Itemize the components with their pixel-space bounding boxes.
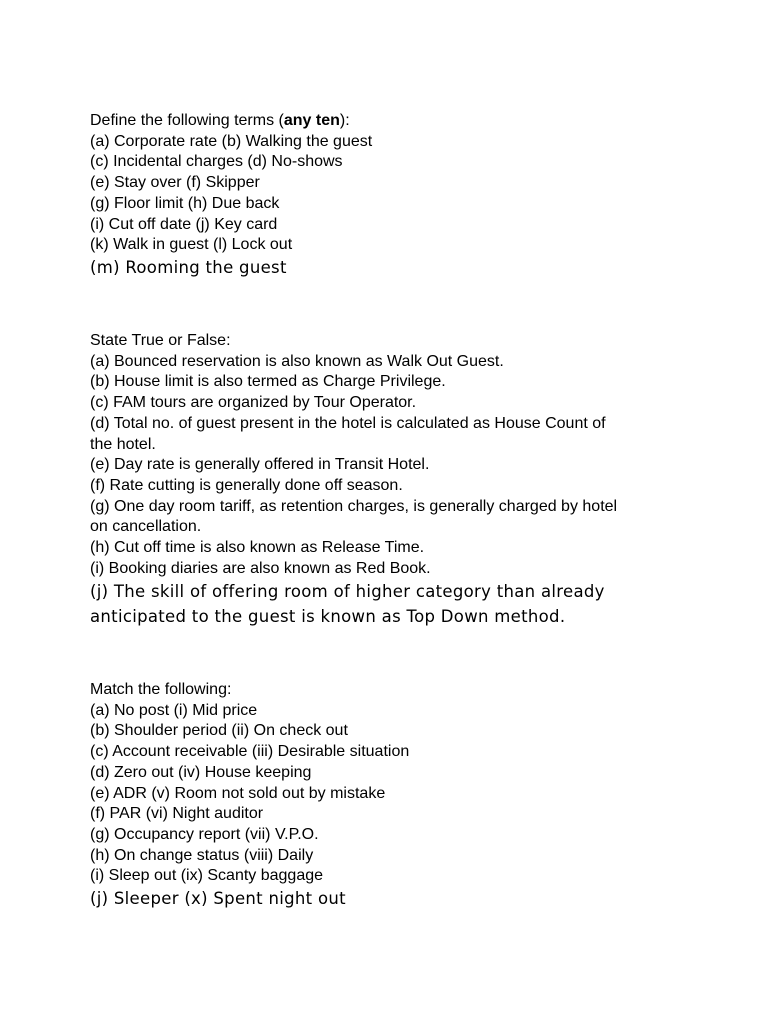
true-false-heading: State True or False: xyxy=(90,332,231,349)
true-false-item: (a) Bounced reservation is also known as Walk Out Guest. xyxy=(90,352,504,370)
true-false-item: (f) Rate cutting is generally done off season. xyxy=(90,476,403,494)
true-false-item: (h) Cut off time is also known as Release Time. xyxy=(90,539,425,557)
match-item: (i) Sleep out (ix) Scanty baggage xyxy=(90,867,324,885)
match-item: (f) PAR (vi) Night auditor xyxy=(90,805,264,823)
define-item: (a) Corporate rate (b) Walking the guest xyxy=(90,132,373,150)
true-false-item: (c) FAM tours are organized by Tour Operator. xyxy=(90,394,417,412)
true-false-item-continued: the hotel. xyxy=(90,435,156,453)
true-false-item: (e) Day rate is generally offered in Transit Hotel. xyxy=(90,456,430,474)
true-false-section xyxy=(90,331,690,629)
define-terms-section xyxy=(90,111,690,280)
match-item-last: (j) Sleeper (x) Spent night out xyxy=(90,889,346,909)
true-false-item: (i) Booking diaries are also known as Red Book. xyxy=(90,559,431,577)
match-item: (d) Zero out (iv) House keeping xyxy=(90,763,312,781)
match-section xyxy=(90,680,690,911)
define-item: (e) Stay over (f) Skipper xyxy=(90,174,260,192)
true-false-item-last-continued: anticipated to the guest is known as Top Down method. xyxy=(90,607,566,627)
match-item: (b) Shoulder period (ii) On check out xyxy=(90,722,348,740)
true-false-item-last: (j) The skill of offering room of higher category than already xyxy=(90,582,605,602)
define-item: (i) Cut off date (j) Key card xyxy=(90,215,278,233)
true-false-item: (b) House limit is also termed as Charge Privilege. xyxy=(90,373,446,391)
define-heading-text: Define the following terms ( xyxy=(90,112,284,129)
match-item: (g) Occupancy report (vii) V.P.O. xyxy=(90,825,319,843)
define-terms-heading xyxy=(90,111,690,132)
define-item: (g) Floor limit (h) Due back xyxy=(90,194,280,212)
match-item: (h) On change status (viii) Daily xyxy=(90,846,314,864)
true-false-item-continued: on cancellation. xyxy=(90,518,202,536)
define-item: (c) Incidental charges (d) No-shows xyxy=(90,153,343,171)
true-false-item: (d) Total no. of guest present in the hotel is calculated as House Count of xyxy=(90,414,606,432)
match-heading: Match the following: xyxy=(90,681,232,698)
define-item-last: (m) Rooming the guest xyxy=(90,257,287,277)
true-false-item: (g) One day room tariff, as retention charges, is generally charged by hotel xyxy=(90,497,618,515)
define-item: (k) Walk in guest (l) Lock out xyxy=(90,236,293,254)
match-item: (e) ADR (v) Room not sold out by mistake xyxy=(90,784,386,802)
match-item: (a) No post (i) Mid price xyxy=(90,701,258,719)
define-heading-suffix: ): xyxy=(339,112,350,129)
define-heading-emphasis: any ten xyxy=(283,112,340,129)
match-item: (c) Account receivable (iii) Desirable situation xyxy=(90,743,410,761)
